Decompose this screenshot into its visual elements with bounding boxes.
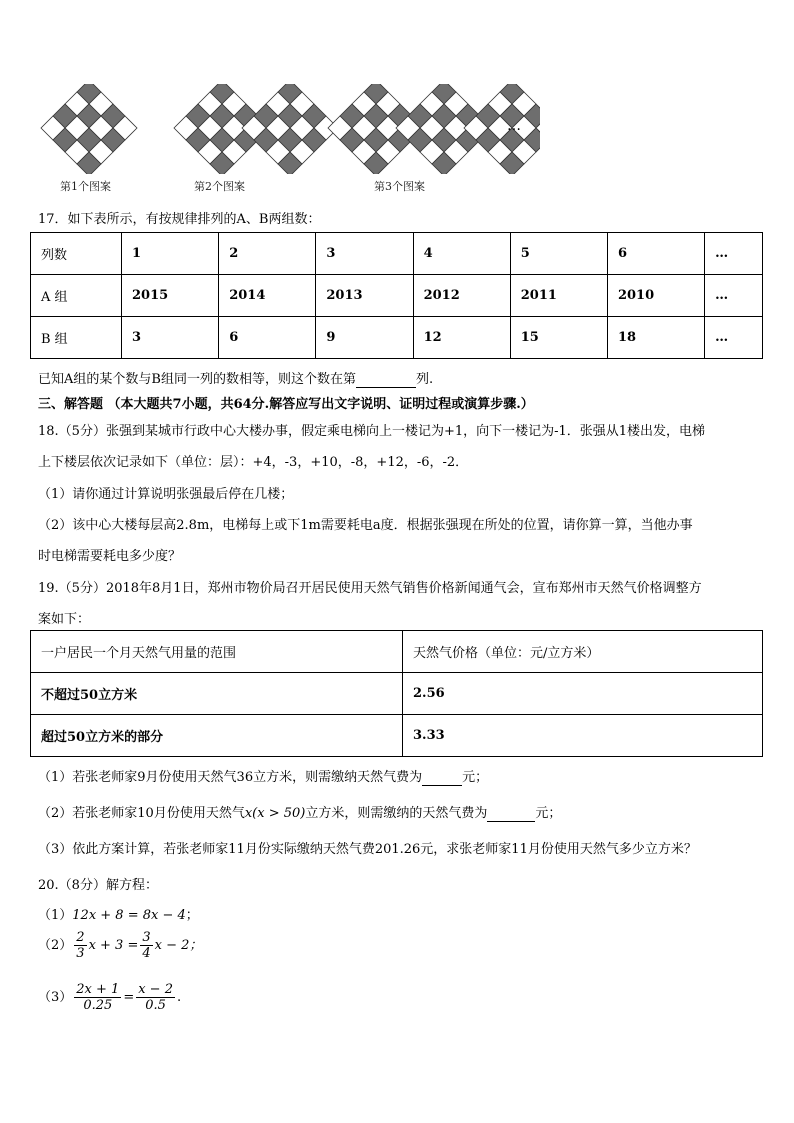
table-cell: 2 [219,233,316,275]
table-cell: … [705,233,763,275]
q17-answer-blank[interactable] [356,372,416,388]
table-cell: … [705,275,763,317]
eq3-f2-den: 0.5 [145,998,166,1013]
table-cell: 2010 [607,275,704,317]
pattern-ellipsis: … [507,118,521,134]
pattern-1 [41,84,137,174]
q18-line1: 18.（5分）张强到某城市行政中心大楼办事，假定乘电梯向上一楼记为+1，向下一楼记为-1．张强从1楼出发，电梯 [38,424,706,439]
pattern-2 [174,84,338,174]
q20-eq2 [38,930,202,961]
q19-line2: 案如下： [38,612,91,627]
table-cell: 15 [510,317,607,359]
table-cell: 超过50立方米的部分 [31,715,403,757]
table-cell: 6 [219,317,316,359]
pattern-2-caption: 第2个图案 [194,180,245,193]
q20-eq1 [38,904,199,923]
q19-part1-blank[interactable] [422,770,462,786]
table-cell: 2013 [316,275,413,317]
table-cell: 3.33 [403,715,763,757]
table-cell: 2011 [510,275,607,317]
table-cell: 一户居民一个月天然气用量的范围 [31,631,403,673]
eq3-f1-den: 0.25 [83,998,113,1013]
table-cell: 9 [316,317,413,359]
table-cell: 1 [122,233,219,275]
q19-part1-text: （1）若张老师家9月份使用天然气36立方米，则需缴纳天然气费为 [38,770,423,785]
eq2-fraction-2 [140,930,152,961]
q17-followup [38,368,433,388]
eq2-f1-num: 2 [76,930,85,945]
table-cell: 5 [510,233,607,275]
q17-followup-end: 列. [415,372,434,387]
eq1-math: 12x + 8 = 8x − 4 [72,908,186,923]
q19-part1 [38,766,488,786]
q17-prompt: 17．如下表所示，有按规律排列的A、B两组数： [38,212,321,227]
table-cell: 4 [413,233,510,275]
eq1-label: （1） [38,908,73,923]
pattern-figures [40,84,540,174]
table-cell: 6 [607,233,704,275]
q18-line2: 上下楼层依次记录如下（单位：层）：+4，-3，+10，-8，+12，-6，-2． [38,455,469,470]
q19-part2-blank[interactable] [487,806,535,822]
q19-part2-end: 元； [535,806,562,821]
pattern-1-caption: 第1个图案 [60,180,111,193]
table-cell: A 组 [31,275,122,317]
eq2-f2-den: 4 [142,946,151,961]
q20-heading: 20.（8分）解方程： [38,878,158,893]
eq3-label: （3） [38,990,73,1005]
q18-part2-line1: （2）该中心大楼每层高2.8m，电梯每上或下1m需要耗电a度．根据张强现在所处的位置，请你算一算，当他办事 [38,518,693,533]
table-cell: 3 [316,233,413,275]
table-cell: 3 [122,317,219,359]
q18-part2-line2: 时电梯需要耗电多少度？ [38,549,182,564]
eq3-f2-num: x − 2 [138,982,173,997]
q19-table [30,630,763,757]
eq1-end: ； [185,908,199,923]
table-cell: 不超过50立方米 [31,673,403,715]
table-cell: … [705,317,763,359]
q17-followup-text: 已知A组的某个数与B组同一列的数相等，则这个数在第 [38,372,356,387]
q19-part2-math: x(x > 50) [244,806,306,821]
table-cell: 列数 [31,233,122,275]
eq2-label: （2） [38,938,73,953]
eq3-end: . [176,990,182,1005]
q19-part3: （3）依此方案计算，若张老师家11月份实际缴纳天然气费201.26元，求张老师家11月份使用天然气多少立方米？ [38,842,697,857]
eq3-fraction-2 [136,982,175,1013]
pattern-3-caption: 第3个图案 [374,180,425,193]
table-cell: 2012 [413,275,510,317]
q19-part1-end: 元； [462,770,489,785]
table-cell: 18 [607,317,704,359]
q19-part2 [38,802,561,822]
q19-part2-text: （2）若张老师家10月份使用天然气 [38,806,245,821]
table-cell: 2015 [122,275,219,317]
eq3-f1-num: 2x + 1 [76,982,120,997]
q19-part2-text2: 立方米，则需缴纳的天然气费为 [305,806,488,821]
eq2-fraction-1 [74,930,86,961]
table-cell: 天然气价格（单位：元/立方米） [403,631,763,673]
table-cell: 2014 [219,275,316,317]
eq3-fraction-1 [74,982,121,1013]
table-cell: 2.56 [403,673,763,715]
table-cell: B 组 [31,317,122,359]
section3-heading: 三、解答题 （本大题共7小题，共64分.解答应写出文字说明、证明过程或演算步骤.） [38,397,534,412]
eq2-mid: x + 3 = [88,938,139,953]
eq3-equals: = [123,990,135,1005]
table-cell: 12 [413,317,510,359]
q17-table [30,232,763,359]
eq2-f2-num: 3 [142,930,151,945]
eq2-end: x − 2； [154,938,203,953]
q20-eq3 [38,982,181,1013]
q18-part1: （1）请你通过计算说明张强最后停在几楼； [38,487,294,502]
eq2-f1-den: 3 [76,946,85,961]
q19-line1: 19.（5分）2018年8月1日，郑州市物价局召开居民使用天然气销售价格新闻通气会，宣布郑州市天然气价格调整方 [38,581,702,596]
